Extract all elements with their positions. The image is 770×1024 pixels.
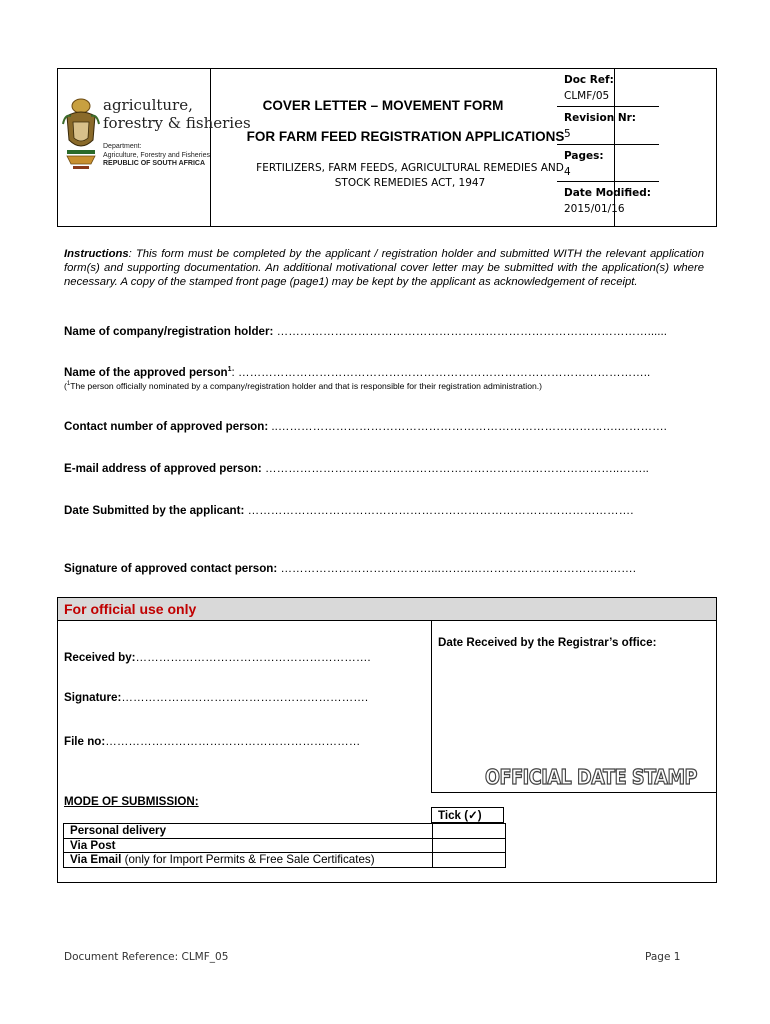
logo-line1: agriculture, xyxy=(103,96,193,114)
date-modified-label: Date Modified: xyxy=(564,187,651,199)
received-by-line[interactable]: ……………………………………………………. xyxy=(135,651,371,664)
file-no-field[interactable] xyxy=(64,735,360,748)
department-label xyxy=(103,143,210,169)
tick-column-header: Tick (✓) xyxy=(431,807,504,823)
official-signature-field[interactable] xyxy=(64,691,368,704)
act-line1: FERTILIZERS, FARM FEEDS, AGRICULTURAL REMEDIES AND xyxy=(256,162,564,174)
mode-option-label: Via Post xyxy=(64,838,433,853)
revision-label: Revision Nr: xyxy=(564,112,637,124)
email-field[interactable] xyxy=(64,462,704,475)
mode-option-label: Via Email (only for Import Permits & Free Sale Certificates) xyxy=(64,853,433,868)
file-no-label: File no: xyxy=(64,735,106,748)
tick-checkbox-email[interactable] xyxy=(433,853,506,868)
contact-number-line[interactable]: ..…………………………………………………………………………….…………. xyxy=(268,420,667,433)
dept-line2: Agriculture, Forestry and Fisheries xyxy=(103,151,210,159)
footnote-marker: 1 xyxy=(227,366,232,374)
official-signature-line[interactable]: ………………………………………………………. xyxy=(121,691,369,704)
contact-number-field[interactable] xyxy=(64,420,704,433)
doc-ref-label: Doc Ref: xyxy=(564,74,614,86)
instructions xyxy=(64,247,704,289)
revision-value: 5 xyxy=(564,128,571,140)
tick-checkbox-personal[interactable] xyxy=(433,824,506,839)
coat-of-arms-logo xyxy=(61,94,101,174)
doc-ref-value: CLMF/05 xyxy=(564,90,610,102)
file-no-line[interactable]: ………………………………………………………… xyxy=(105,735,361,748)
date-submitted-field[interactable] xyxy=(64,504,704,517)
form-subtitle: FOR FARM FEED REGISTRATION APPLICATIONS xyxy=(246,129,565,144)
logo-line2: forestry & fisheries xyxy=(103,114,251,132)
contact-number-label: Contact number of approved person: xyxy=(64,420,269,433)
email-line[interactable]: ………………………………………………………………………………..…….. xyxy=(261,462,649,475)
footnote-text: The person officially nominated by a company/registration holder and that is responsible for their registration administration.) xyxy=(70,381,543,391)
approved-person-field[interactable] xyxy=(64,366,704,379)
pages-value: 4 xyxy=(564,166,571,178)
mode-option-label: Personal delivery xyxy=(64,824,433,839)
instructions-lead: Instructions xyxy=(64,248,129,260)
company-name-label: Name of company/registration holder: xyxy=(64,325,274,338)
form-title: COVER LETTER – MOVEMENT FORM xyxy=(262,98,504,113)
email-label: E-mail address of approved person: xyxy=(64,462,262,475)
signature-line[interactable]: …………………………………...……..……………………………………. xyxy=(277,562,637,575)
submission-mode-table xyxy=(63,823,506,868)
footer-reference: Document Reference: CLMF_05 xyxy=(64,951,229,963)
company-name-field[interactable] xyxy=(64,325,704,338)
received-by-field[interactable] xyxy=(64,651,371,664)
instructions-text: : This form must be completed by the applicant / registration holder and submitted WITH the relevant application form(s) and supporting documentation. An additional motivational cover letter may be submitted with the application(s) where necessary. A copy of the stamped front page (page1) may be kept by the applicant as acknowledgement of receipt. xyxy=(64,248,704,288)
doc-ref-cell xyxy=(557,69,659,107)
act-reference xyxy=(240,161,580,191)
approved-person-label: Name of the approved person xyxy=(64,366,228,379)
approved-person-line[interactable]: : …………………………………………………………………………………………….. xyxy=(231,366,651,379)
date-modified-value: 2015/01/16 xyxy=(564,203,625,215)
date-submitted-line[interactable]: ………………………………………………………………………………………. xyxy=(244,504,634,517)
footer-page-number: Page 1 xyxy=(645,951,681,963)
dept-line1: Department: xyxy=(103,143,142,150)
dept-line3: REPUBLIC OF SOUTH AFRICA xyxy=(103,160,206,167)
table-row xyxy=(64,838,506,853)
official-signature-label: Signature: xyxy=(64,691,122,704)
date-submitted-label: Date Submitted by the applicant: xyxy=(64,504,245,517)
signature-field[interactable] xyxy=(64,562,704,575)
table-row xyxy=(64,853,506,868)
date-received-label: Date Received by the Registrar’s office: xyxy=(438,636,657,649)
received-by-label: Received by: xyxy=(64,651,136,664)
signature-label: Signature of approved contact person: xyxy=(64,562,278,575)
pages-label: Pages: xyxy=(564,150,604,162)
act-line2: STOCK REMEDIES ACT, 1947 xyxy=(334,177,486,189)
mode-of-submission-label: MODE OF SUBMISSION: xyxy=(64,795,199,808)
official-use-title: For official use only xyxy=(64,601,197,617)
table-row xyxy=(64,824,506,839)
footnote-sup: 1 xyxy=(66,381,71,388)
tick-checkbox-post[interactable] xyxy=(433,838,506,853)
official-date-stamp: OFFICIAL DATE STAMP xyxy=(485,765,697,789)
company-name-line[interactable]: ……………………………………………………………………………………...... xyxy=(273,325,667,338)
footnote: ($^1$The person officially nominated by a company/registration holder and that is responsible for their registration administration.) xyxy=(64,381,543,391)
